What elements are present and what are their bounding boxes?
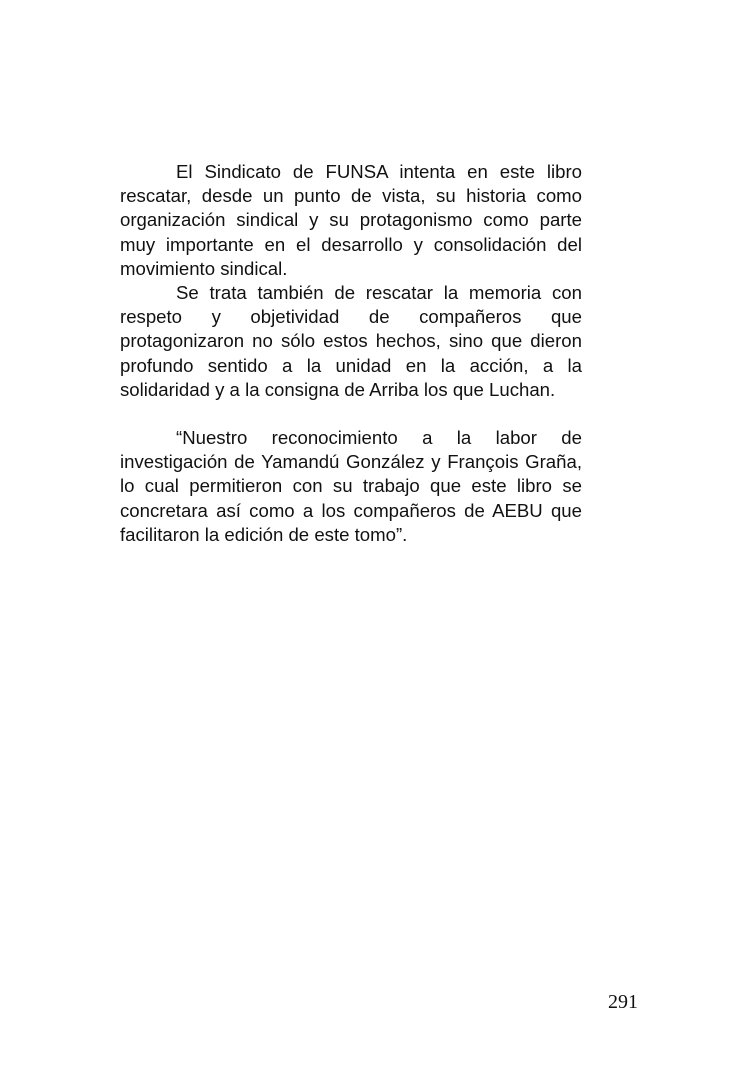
paragraph-acknowledgement: “Nuestro reconocimiento a la labor de investigación de Yamandú González y François Graña, lo cual permitieron con su trabajo que este libro se concretara así como a los compañeros de AEBU que facilitaron la edición de este tomo”.: [120, 427, 582, 545]
paragraph-intro: El Sindicato de FUNSA intenta en este libro rescatar, desde un punto de vista, su historia como organización sindical y su protagonismo como parte muy importante en el desarrollo y consolidación del movimiento sindical.: [120, 161, 582, 279]
paragraph-memory: Se trata también de rescatar la memoria con respeto y objetividad de compañeros que protagonizaron no sólo estos hechos, sino que dieron profundo sentido a la unidad en la acción, a la solidaridad y a la consigna de Arriba los que Luchan.: [120, 282, 582, 400]
page-number: 291: [608, 991, 638, 1013]
body-text: [120, 160, 582, 547]
